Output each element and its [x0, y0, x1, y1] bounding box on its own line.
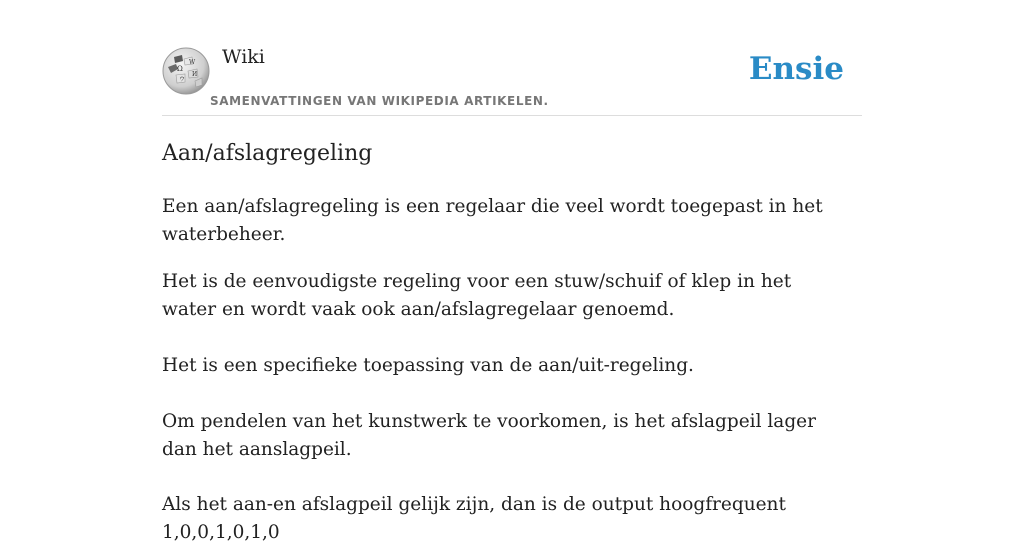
- wikipedia-globe-icon[interactable]: [162, 47, 210, 95]
- article-paragraph: Het is de eenvoudigste regeling voor een stuw/schuif of klep in het water en wordt vaak ook aan/afslagregelaar genoemd.: [162, 271, 792, 320]
- article-paragraph: Als het aan-en afslagpeil gelijk zijn, dan is de output hoogfrequent 1,0,0,1,0,1,0: [162, 494, 786, 543]
- article-paragraph: Het is een specifieke toepassing van de aan/uit-regeling.: [162, 355, 694, 376]
- svg-text:ウ: ウ: [179, 76, 186, 83]
- brand-logo-link[interactable]: Ensie: [748, 51, 844, 87]
- article-paragraph: Een aan/afslagregeling is een regelaar die veel wordt toegepast in het waterbeheer.: [162, 196, 823, 245]
- site-header: [162, 44, 862, 116]
- site-name[interactable]: Wiki: [222, 46, 265, 68]
- svg-text:И: И: [192, 71, 198, 78]
- site-tagline: SAMENVATTINGEN VAN WIKIPEDIA ARTIKELEN.: [210, 94, 549, 108]
- article-content: [162, 139, 842, 547]
- article-title: Aan/afslagregeling: [162, 141, 373, 166]
- svg-text:Ω: Ω: [177, 65, 183, 73]
- svg-text:W: W: [189, 59, 196, 66]
- article-paragraph: Om pendelen van het kunstwerk te voorkomen, is het afslagpeil lager dan het aanslagpeil.: [162, 411, 816, 460]
